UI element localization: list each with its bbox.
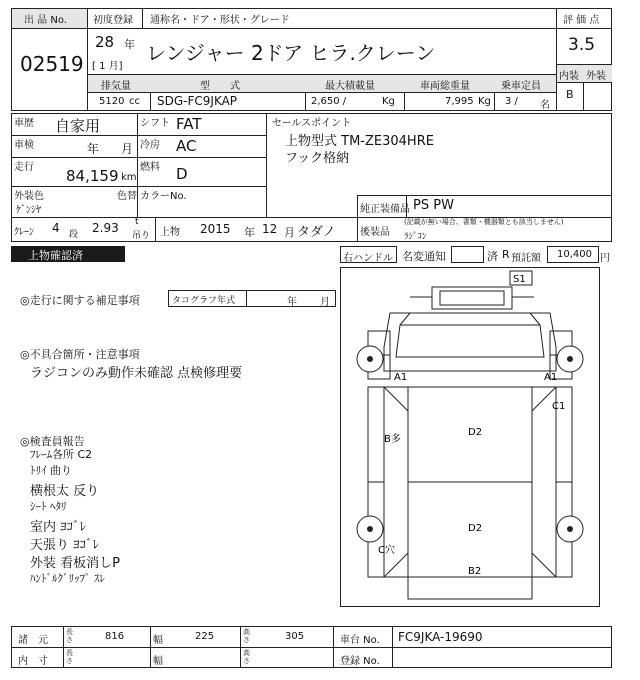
width-value: 225: [195, 631, 215, 642]
capacity-label: 乗車定員: [501, 81, 541, 92]
in-height-label: 高さ: [243, 649, 250, 665]
vehicle-diagram: [340, 267, 600, 607]
history-label: 車歴: [14, 118, 34, 129]
displacement-label: 排気量: [101, 81, 131, 92]
inspector-report-line: ﾌﾚｰﾑ各所 C2: [30, 448, 93, 461]
crane-stages: 4: [52, 221, 60, 235]
genuine-equipment-items: PS PW: [413, 198, 454, 213]
aftermarket-label: 後装品: [360, 227, 390, 238]
shift-value: FAT: [176, 115, 202, 133]
inspector-report-line: ﾊﾝﾄﾞﾙｸﾞﾘｯﾌﾟ ｽﾚ: [30, 572, 105, 585]
in-length-label: 長さ: [66, 649, 73, 665]
supplement-title: ◎走行に関する補足事項: [20, 294, 140, 307]
crane-label: ｸﾚｰﾝ: [14, 227, 34, 238]
body-maker: タダノ: [297, 225, 336, 240]
tacho-month: 月: [320, 297, 330, 308]
inspector-report-line: 横根太 反り: [30, 484, 100, 499]
body-year: 2015: [200, 222, 231, 236]
history-value: 自家用: [55, 117, 101, 135]
max-load: 2,650 /: [311, 96, 347, 107]
genuine-equipment-label: 純正装備品: [360, 204, 410, 215]
gross-weight-label: 車両総重量: [420, 81, 470, 92]
lot-no: 02519: [20, 52, 84, 76]
height-value: 305: [285, 631, 305, 642]
recycle-unit: 円: [600, 253, 610, 264]
capacity-unit: 名: [540, 100, 550, 111]
damage-mark-a1-left: A1: [394, 372, 408, 383]
first-reg-month: [ 1 月]: [92, 61, 123, 72]
interior-dims-label: 内 寸: [18, 656, 48, 667]
damage-mark-b2: B2: [468, 566, 482, 577]
body-label: 上物: [160, 227, 180, 238]
ext-color-label: 外装色: [14, 191, 44, 202]
name-change-box: [451, 246, 484, 263]
fuel-label: 燃料: [140, 162, 160, 173]
body-month: 12: [262, 222, 278, 236]
aftermarket-note: (記載が無い場合、書類・機器類とも該当しません): [404, 218, 564, 226]
length-label: 長さ: [66, 628, 73, 644]
right-handle-label: 右ハンドル: [343, 253, 393, 264]
first-reg-year-unit: 年: [124, 38, 135, 51]
inspection-year: 年: [87, 142, 100, 156]
body-confirmed-title: 上物確認済: [28, 249, 83, 262]
dims-label: 諸 元: [18, 635, 48, 646]
name-change-stamp: 済: [487, 250, 498, 263]
sales-point-line1: 上物型式 TM-ZE304HRE: [285, 134, 434, 149]
defects-title: ◎不具合箇所・注意事項: [20, 348, 140, 361]
tacho-year: 年: [287, 297, 297, 308]
inspector-report-line: 外装 看板消しP: [30, 556, 120, 571]
height-label: 高さ: [243, 628, 250, 644]
body-year-unit: 年: [244, 226, 255, 239]
type-label: 型 式: [200, 81, 240, 92]
crane-stages-unit: 段: [69, 230, 79, 240]
inspector-report-line: ﾄﾘｲ 曲り: [30, 464, 72, 477]
inspector-report-line: ｼｰﾄ ﾍﾀﾘ: [30, 500, 67, 513]
in-width-label: 幅: [153, 656, 163, 667]
lot-no-label: 出 品 No.: [24, 15, 67, 26]
inspection-label: 車検: [14, 140, 34, 151]
body-month-unit: 月: [284, 226, 295, 239]
mileage-label: 走行: [14, 162, 34, 173]
aircon-value: AC: [176, 137, 197, 155]
ext-color-value: ｹﾞﾝｼﾔ: [16, 205, 41, 216]
score-value: 3.5: [568, 35, 596, 55]
color-code-label: 色替: [117, 191, 137, 202]
recycle-r: R: [502, 248, 510, 261]
damage-mark-b-many: B多: [384, 434, 401, 445]
exterior-score-label: 外装: [586, 71, 606, 82]
interior-score-label: 内装: [559, 71, 579, 82]
damage-mark-c1: C1: [552, 401, 566, 412]
inspector-report-line: 天張り ﾖｺﾞﾚ: [30, 538, 100, 553]
fuel-value: D: [176, 165, 188, 183]
first-reg-year: 28: [95, 33, 115, 51]
damage-mark-c-hole: C穴: [378, 545, 395, 556]
displacement-unit: cc: [129, 96, 140, 107]
first-reg-label: 初度登録: [93, 15, 133, 26]
shift-label: シフト: [140, 118, 170, 129]
max-load-label: 最大積載量: [325, 81, 375, 92]
model-name-label: 通称名・ドア・形状・グレード: [150, 15, 290, 26]
chassis-label: 車台 No.: [340, 635, 380, 646]
gross-weight-unit: Kg: [478, 96, 491, 107]
chassis-no: FC9JKA-19690: [398, 630, 483, 644]
aftermarket-items: ﾗｼﾞｺﾝ: [404, 232, 427, 242]
capacity: 3 /: [505, 96, 518, 107]
crane-capacity: 2.93: [92, 221, 119, 235]
max-load-unit: Kg: [382, 96, 395, 107]
inspection-month: 月: [121, 142, 134, 156]
score-label: 評 価 点: [563, 15, 600, 26]
crane-t: t: [135, 217, 139, 227]
displacement: 5120: [99, 96, 125, 107]
defects-text: ラジコンのみ動作未確認 点検修理要: [30, 366, 243, 381]
color-no-label: カラーNo.: [140, 191, 187, 202]
aircon-label: 冷房: [140, 140, 160, 151]
interior-score: B: [566, 88, 574, 101]
gross-weight: 7,995: [445, 96, 474, 107]
tacho-label: タコグラフ年式: [172, 296, 236, 306]
name-change-label: 名変通知: [402, 250, 446, 263]
damage-mark-d2-front: D2: [468, 427, 483, 438]
model-name: レンジャー 2ドア ヒラ.クレーン: [146, 41, 436, 65]
damage-mark-s1: S1: [513, 274, 526, 285]
width-label: 幅: [153, 635, 163, 646]
reg-no-label: 登録 No.: [340, 656, 380, 667]
sales-point-line2: フック格納: [285, 151, 350, 166]
mileage-value: 84,159: [66, 167, 119, 185]
sales-point-label: セールスポイント: [272, 118, 352, 129]
recycle-label: 預託額: [511, 253, 541, 264]
recycle-amount: 10,400: [557, 249, 592, 260]
length-value: 816: [105, 631, 125, 642]
damage-mark-d2-rear: D2: [468, 523, 483, 534]
mileage-unit: km: [121, 172, 137, 183]
inspector-title: ◎検査員報告: [20, 435, 85, 448]
model-code: SDG-FC9JKAP: [157, 94, 238, 108]
inspector-report-line: 室内 ﾖｺﾞﾚ: [30, 520, 87, 535]
crane-hoist: 吊り: [132, 231, 151, 241]
damage-mark-a1-right: A1: [544, 372, 558, 383]
